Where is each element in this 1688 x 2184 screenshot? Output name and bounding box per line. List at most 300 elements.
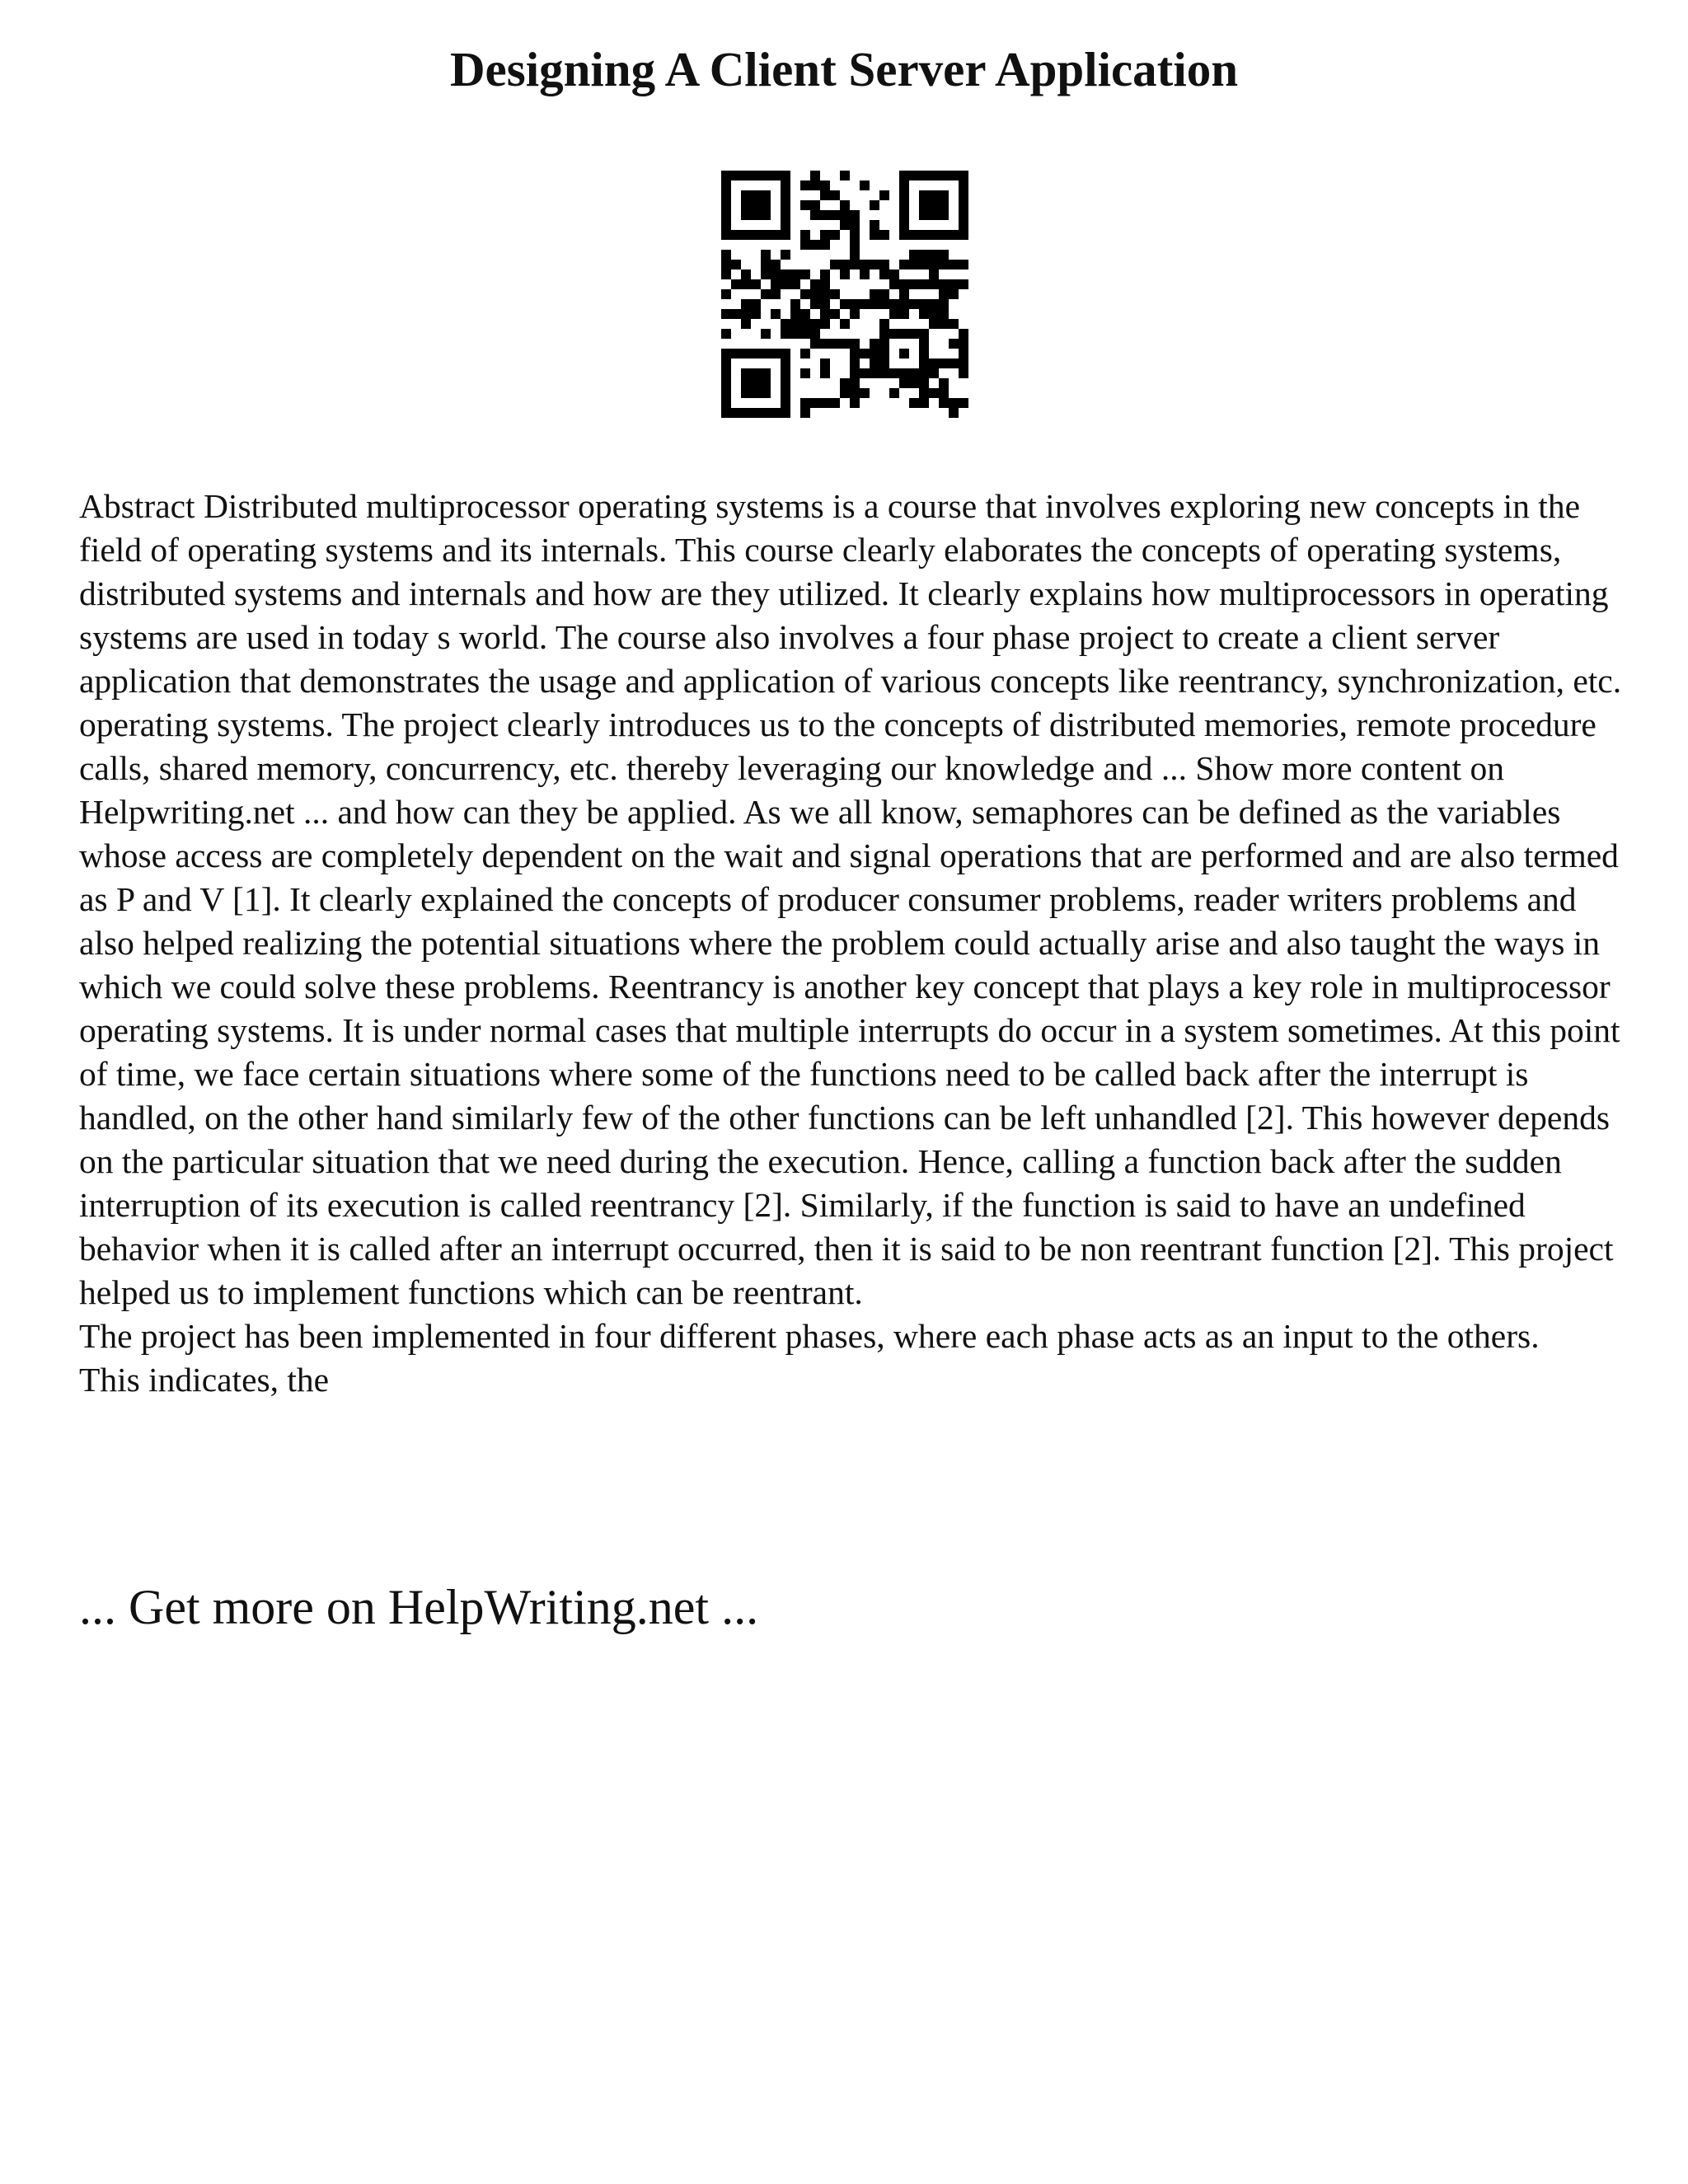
qr-module — [721, 200, 731, 210]
qr-module — [781, 398, 790, 408]
qr-module — [820, 368, 830, 378]
qr-module — [899, 378, 909, 388]
qr-module — [889, 388, 899, 398]
qr-module — [939, 171, 949, 180]
qr-module — [879, 359, 889, 368]
qr-module — [959, 359, 968, 368]
qr-module — [771, 408, 781, 418]
qr-module — [899, 190, 909, 200]
qr-module — [850, 388, 860, 398]
qr-module — [790, 319, 800, 329]
qr-module — [949, 359, 959, 368]
article-body — [79, 485, 1629, 1402]
qr-module — [741, 408, 751, 418]
qr-module — [909, 368, 919, 378]
qr-module — [800, 408, 810, 418]
qr-module — [929, 388, 939, 398]
qr-module — [810, 299, 820, 309]
qr-module — [820, 309, 830, 319]
qr-module — [939, 398, 949, 408]
qr-module — [820, 269, 830, 279]
qr-module — [761, 368, 771, 378]
qr-module — [850, 250, 860, 260]
qr-module — [731, 309, 741, 319]
qr-module — [790, 309, 800, 319]
qr-module — [830, 230, 840, 240]
qr-module — [741, 309, 751, 319]
qr-module — [741, 230, 751, 240]
qr-module — [781, 230, 790, 240]
qr-module — [781, 329, 790, 339]
qr-module — [771, 279, 781, 289]
qr-module — [810, 339, 820, 349]
qr-module — [761, 230, 771, 240]
qr-module — [939, 279, 949, 289]
qr-module — [899, 329, 909, 339]
qr-module — [761, 200, 771, 210]
qr-module — [850, 220, 860, 230]
qr-module — [761, 349, 771, 359]
qr-module — [939, 359, 949, 368]
paragraph-abstract: Abstract Distributed multiprocessor operating systems is a course that involves exploring new concepts in the field of operating systems and its internals. This course clearly elaborates the concepts of operating systems, distributed systems and internals and how are they utilized. It clearly explains how multiprocessors in operating systems are used in today s world. The course also involves a four phase project to create a client server application that demonstrates the usage and application of various concepts like reentrancy, synchronization, etc. operating systems. The project clearly introduces us to the concepts of distributed memories, remote procedure calls, shared memory, concurrency, etc. thereby leveraging our knowledge and ... Show more content on Helpwriting.net ... and how can they be applied. As we all know, semaphores can be defined as the variables whose access are completely dependent on the wait and signal operations that are performed and are also termed as P and V [1]. It clearly explained the concepts of producer consumer problems, reader writers problems and also helped realizing the potential situations where the problem could actually arise and also taught the ways in which we could solve these problems. Reentrancy is another key concept that plays a key role in multiprocessor operating systems. It is under normal cases that multiple interrupts do occur in a system sometimes. At this point of time, we face certain situations where some of the functions need to be called back after the interrupt is handled, on the other hand similarly few of the other functions can be left unhandled [2]. This however depends on the particular situation that we need during the execution. Hence, calling a function back after the sudden interruption of its execution is called reentrancy [2]. Similarly, if the function is said to have an undefined behavior when it is called after an interrupt occurred, then it is said to be non reentrant function [2]. This project helped us to implement functions which can be reentrant. — [79, 487, 1622, 1311]
qr-module — [751, 230, 761, 240]
qr-module — [899, 309, 909, 319]
qr-module — [751, 200, 761, 210]
qr-module — [879, 349, 889, 359]
qr-module — [870, 299, 879, 309]
qr-module — [781, 368, 790, 378]
qr-module — [761, 388, 771, 398]
qr-module — [929, 171, 939, 180]
qr-module — [889, 299, 899, 309]
qr-module — [870, 289, 879, 299]
qr-module — [929, 210, 939, 220]
qr-module — [959, 200, 968, 210]
qr-module — [870, 359, 879, 368]
qr-module — [741, 299, 751, 309]
qr-module — [790, 269, 800, 279]
qr-module — [731, 408, 741, 418]
qr-module — [909, 260, 919, 269]
qr-module — [800, 180, 810, 190]
qr-module — [889, 368, 899, 378]
qr-module — [939, 200, 949, 210]
qr-module — [919, 339, 929, 349]
qr-module — [830, 339, 840, 349]
qr-module — [919, 378, 929, 388]
qr-module — [850, 349, 860, 359]
qr-module — [800, 368, 810, 378]
qr-module — [949, 319, 959, 329]
qr-module — [810, 329, 820, 339]
get-more-link[interactable]: ... Get more on HelpWriting.net ... — [79, 1580, 759, 1634]
qr-module — [761, 289, 771, 299]
qr-module — [929, 269, 939, 279]
qr-module — [790, 329, 800, 339]
qr-module — [959, 210, 968, 220]
qr-module — [949, 339, 959, 349]
qr-module — [721, 180, 731, 190]
qr-module — [860, 269, 870, 279]
qr-module — [721, 349, 731, 359]
qr-module — [860, 180, 870, 190]
qr-module — [929, 359, 939, 368]
qr-module — [929, 190, 939, 200]
qr-module — [860, 388, 870, 398]
qr-module — [741, 279, 751, 289]
qr-module — [959, 279, 968, 289]
qr-module — [790, 299, 800, 309]
qr-module — [939, 309, 949, 319]
qr-module — [949, 408, 959, 418]
qr-module — [810, 180, 820, 190]
qr-module — [721, 359, 731, 368]
qr-module — [939, 378, 949, 388]
qr-module — [830, 210, 840, 220]
qr-module — [850, 260, 860, 269]
qr-code-icon — [721, 171, 968, 418]
qr-module — [939, 250, 949, 260]
qr-module — [919, 250, 929, 260]
qr-module — [929, 200, 939, 210]
qr-module — [781, 200, 790, 210]
page-title: Designing A Client Server Application — [449, 42, 1239, 96]
qr-module — [800, 269, 810, 279]
qr-module — [840, 299, 850, 309]
qr-module — [879, 368, 889, 378]
qr-module — [959, 398, 968, 408]
qr-module — [959, 171, 968, 180]
qr-module — [840, 339, 850, 349]
qr-module — [761, 329, 771, 339]
qr-module — [781, 408, 790, 418]
qr-module — [899, 368, 909, 378]
paragraph-indicates: This indicates, the — [79, 1361, 330, 1399]
qr-module — [850, 210, 860, 220]
qr-module — [810, 289, 820, 299]
qr-module — [929, 250, 939, 260]
qr-module — [781, 180, 790, 190]
qr-module — [909, 250, 919, 260]
qr-module — [959, 190, 968, 200]
qr-module — [929, 230, 939, 240]
qr-module — [870, 368, 879, 378]
qr-module — [790, 279, 800, 289]
qr-module — [771, 260, 781, 269]
qr-module — [810, 279, 820, 289]
qr-module — [800, 329, 810, 339]
qr-module — [721, 329, 731, 339]
qr-module — [919, 210, 929, 220]
qr-module — [751, 349, 761, 359]
qr-module — [761, 210, 771, 220]
qr-module — [909, 279, 919, 289]
qr-module — [939, 210, 949, 220]
qr-module — [919, 171, 929, 180]
qr-module — [959, 368, 968, 378]
qr-module — [909, 398, 919, 408]
qr-module — [840, 269, 850, 279]
qr-module — [919, 329, 929, 339]
qr-module — [870, 339, 879, 349]
qr-module — [731, 279, 741, 289]
qr-module — [840, 319, 850, 329]
qr-module — [761, 408, 771, 418]
qr-module — [820, 359, 830, 368]
qr-module — [731, 260, 741, 269]
qr-module — [840, 200, 850, 210]
qr-module — [830, 190, 840, 200]
qr-module — [771, 269, 781, 279]
qr-module — [870, 260, 879, 269]
qr-module — [731, 230, 741, 240]
qr-module — [751, 388, 761, 398]
qr-module — [909, 230, 919, 240]
qr-module — [949, 279, 959, 289]
qr-module — [820, 230, 830, 240]
qr-module — [919, 349, 929, 359]
qr-module — [959, 220, 968, 230]
qr-module — [899, 180, 909, 190]
qr-module — [810, 319, 820, 329]
qr-module — [919, 309, 929, 319]
qr-module — [919, 388, 929, 398]
qr-module — [721, 171, 731, 180]
qr-module — [781, 269, 790, 279]
qr-module — [721, 269, 731, 279]
qr-module — [741, 378, 751, 388]
qr-module — [959, 230, 968, 240]
qr-module — [850, 339, 860, 349]
qr-module — [741, 388, 751, 398]
qr-module — [850, 398, 860, 408]
qr-module — [899, 289, 909, 299]
qr-module — [860, 349, 870, 359]
qr-module — [721, 190, 731, 200]
qr-module — [959, 339, 968, 349]
qr-module — [840, 210, 850, 220]
qr-module — [879, 190, 889, 200]
qr-module — [820, 279, 830, 289]
qr-module — [741, 349, 751, 359]
qr-module — [741, 368, 751, 378]
qr-module — [751, 309, 761, 319]
qr-module — [721, 250, 731, 260]
qr-module — [781, 250, 790, 260]
qr-module — [850, 299, 860, 309]
qr-module — [899, 349, 909, 359]
qr-module — [781, 210, 790, 220]
qr-module — [899, 220, 909, 230]
qr-module — [850, 240, 860, 250]
qr-module — [870, 220, 879, 230]
qr-module — [879, 299, 889, 309]
qr-module — [919, 190, 929, 200]
qr-module — [721, 408, 731, 418]
qr-module — [949, 230, 959, 240]
qr-module — [889, 329, 899, 339]
qr-module — [781, 349, 790, 359]
qr-module — [850, 378, 860, 388]
qr-module — [909, 171, 919, 180]
qr-module — [810, 240, 820, 250]
qr-module — [800, 319, 810, 329]
qr-module — [810, 398, 820, 408]
qr-module — [721, 388, 731, 398]
qr-module — [751, 171, 761, 180]
qr-module — [721, 398, 731, 408]
qr-module — [860, 260, 870, 269]
qr-module — [800, 240, 810, 250]
qr-module — [919, 368, 929, 378]
qr-module — [919, 279, 929, 289]
qr-module — [919, 200, 929, 210]
qr-module — [781, 319, 790, 329]
qr-module — [939, 388, 949, 398]
qr-module — [929, 309, 939, 319]
qr-module — [879, 230, 889, 240]
qr-module — [820, 240, 830, 250]
qr-module — [929, 260, 939, 269]
qr-module — [820, 210, 830, 220]
qr-module — [751, 299, 761, 309]
qr-module — [731, 171, 741, 180]
qr-module — [889, 279, 899, 289]
qr-module — [870, 200, 879, 210]
qr-module — [879, 329, 889, 339]
qr-module — [879, 269, 889, 279]
qr-module — [939, 260, 949, 269]
qr-module — [751, 210, 761, 220]
qr-module — [939, 319, 949, 329]
qr-module — [959, 329, 968, 339]
qr-module — [840, 220, 850, 230]
qr-module — [899, 299, 909, 309]
qr-module — [761, 171, 771, 180]
qr-module — [879, 319, 889, 329]
qr-module — [781, 171, 790, 180]
qr-module — [840, 260, 850, 269]
qr-module — [721, 378, 731, 388]
qr-module — [741, 200, 751, 210]
qr-module — [771, 309, 781, 319]
qr-module — [929, 279, 939, 289]
qr-module — [751, 368, 761, 378]
qr-module — [879, 339, 889, 349]
qr-module — [800, 230, 810, 240]
qr-module — [820, 319, 830, 329]
qr-module — [830, 289, 840, 299]
qr-module — [840, 378, 850, 388]
qr-module — [850, 309, 860, 319]
qr-module — [781, 220, 790, 230]
qr-module — [771, 171, 781, 180]
qr-module — [810, 200, 820, 210]
qr-module — [939, 190, 949, 200]
qr-module — [860, 299, 870, 309]
qr-module — [721, 230, 731, 240]
qr-module — [800, 200, 810, 210]
qr-module — [909, 378, 919, 388]
qr-module — [761, 269, 771, 279]
qr-module — [800, 309, 810, 319]
qr-module — [939, 289, 949, 299]
qr-module — [929, 319, 939, 329]
qr-module — [771, 289, 781, 299]
qr-module — [741, 171, 751, 180]
qr-module — [721, 368, 731, 378]
qr-module — [741, 319, 751, 329]
qr-module — [741, 210, 751, 220]
qr-module — [899, 279, 909, 289]
qr-module — [899, 171, 909, 180]
qr-module — [751, 190, 761, 200]
qr-module — [810, 171, 820, 180]
qr-module — [781, 359, 790, 368]
qr-module — [949, 289, 959, 299]
qr-module — [949, 260, 959, 269]
qr-code-graphic — [721, 171, 968, 418]
qr-module — [939, 299, 949, 309]
qr-module — [751, 408, 761, 418]
qr-module — [850, 359, 860, 368]
qr-module — [919, 260, 929, 269]
qr-module — [721, 260, 731, 269]
qr-module — [909, 299, 919, 309]
qr-module — [919, 359, 929, 368]
qr-module — [810, 210, 820, 220]
qr-module — [959, 180, 968, 190]
qr-module — [781, 279, 790, 289]
qr-module — [840, 388, 850, 398]
qr-module — [800, 289, 810, 299]
qr-module — [771, 230, 781, 240]
qr-module — [899, 210, 909, 220]
qr-module — [899, 260, 909, 269]
qr-module — [820, 289, 830, 299]
qr-module — [741, 269, 751, 279]
qr-module — [830, 398, 840, 408]
qr-module — [879, 289, 889, 299]
qr-module — [820, 190, 830, 200]
qr-module — [800, 349, 810, 359]
qr-module — [959, 349, 968, 359]
qr-module — [929, 368, 939, 378]
qr-module — [870, 230, 879, 240]
qr-module — [731, 349, 741, 359]
qr-module — [899, 200, 909, 210]
qr-module — [929, 299, 939, 309]
qr-module — [721, 210, 731, 220]
qr-module — [939, 230, 949, 240]
qr-module — [761, 378, 771, 388]
qr-module — [800, 398, 810, 408]
qr-module — [721, 289, 731, 299]
qr-module — [830, 260, 840, 269]
qr-module — [840, 171, 850, 180]
qr-module — [860, 368, 870, 378]
qr-module — [761, 190, 771, 200]
qr-module — [820, 299, 830, 309]
qr-module — [919, 299, 929, 309]
qr-module — [721, 309, 731, 319]
qr-module — [879, 260, 889, 269]
qr-module — [830, 309, 840, 319]
qr-module — [889, 269, 899, 279]
qr-module — [919, 398, 929, 408]
qr-module — [850, 368, 860, 378]
qr-module — [820, 180, 830, 190]
